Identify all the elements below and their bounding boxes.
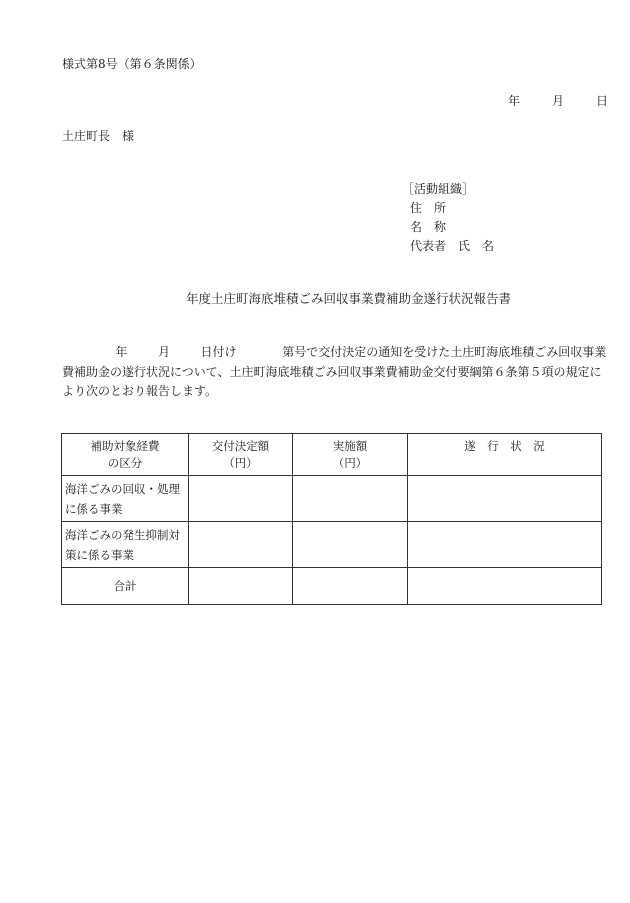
date-day: 日 xyxy=(595,94,608,108)
cell-empty[interactable] xyxy=(408,522,602,568)
organization-heading: ［活動組織］ xyxy=(402,182,475,196)
document-title: 年度土庄町海底堆積ごみ回収事業費補助金遂行状況報告書 xyxy=(186,291,512,306)
name-label: 名 称 xyxy=(410,220,447,234)
recipient: 土庄町長 様 xyxy=(62,129,135,143)
cell-empty[interactable] xyxy=(293,568,408,605)
row-label-prevention: 海洋ごみの発生抑制対策に係る事業 xyxy=(62,522,189,568)
date-month: 月 xyxy=(551,94,564,108)
header-implemented-amount: 実施額 （円） xyxy=(293,434,408,476)
address-label: 住 所 xyxy=(410,201,447,215)
representative-label: 代表者 氏 名 xyxy=(410,239,495,253)
row-label-collection: 海洋ごみの回収・処理に係る事業 xyxy=(62,476,189,522)
table-row xyxy=(62,476,602,522)
body-dated: 日付け xyxy=(200,345,237,359)
organization-block xyxy=(402,180,494,256)
header-status: 遂 行 状 況 xyxy=(408,434,602,476)
report-table xyxy=(61,433,602,605)
body-year: 年 xyxy=(115,345,128,359)
header-decided-amount: 交付決定額 （円） xyxy=(189,434,293,476)
cell-empty[interactable] xyxy=(408,568,602,605)
total-label: 合計 xyxy=(62,568,189,605)
table-header-row xyxy=(62,434,602,476)
body-month: 月 xyxy=(157,345,170,359)
cell-empty[interactable] xyxy=(293,522,408,568)
body-paragraph xyxy=(62,343,607,402)
header-category: 補助対象経費 の区分 xyxy=(62,434,189,476)
form-number: 様式第8号（第６条関係） xyxy=(62,57,202,71)
date-year: 年 xyxy=(508,94,521,108)
table-row xyxy=(62,522,602,568)
cell-empty[interactable] xyxy=(293,476,408,522)
cell-empty[interactable] xyxy=(408,476,602,522)
cell-empty[interactable] xyxy=(189,568,293,605)
cell-empty[interactable] xyxy=(189,476,293,522)
body-text: 第号で交付決定の通知を受けた土庄町海底堆積ごみ回収事業費補助金の遂行状況について、土庄町海底堆積ごみ回収事業費補助金交付要綱第６条第５項の規定により次のとおり報告します。 xyxy=(62,345,607,398)
cell-empty[interactable] xyxy=(189,522,293,568)
table-total-row xyxy=(62,568,602,605)
date-line xyxy=(508,92,608,109)
